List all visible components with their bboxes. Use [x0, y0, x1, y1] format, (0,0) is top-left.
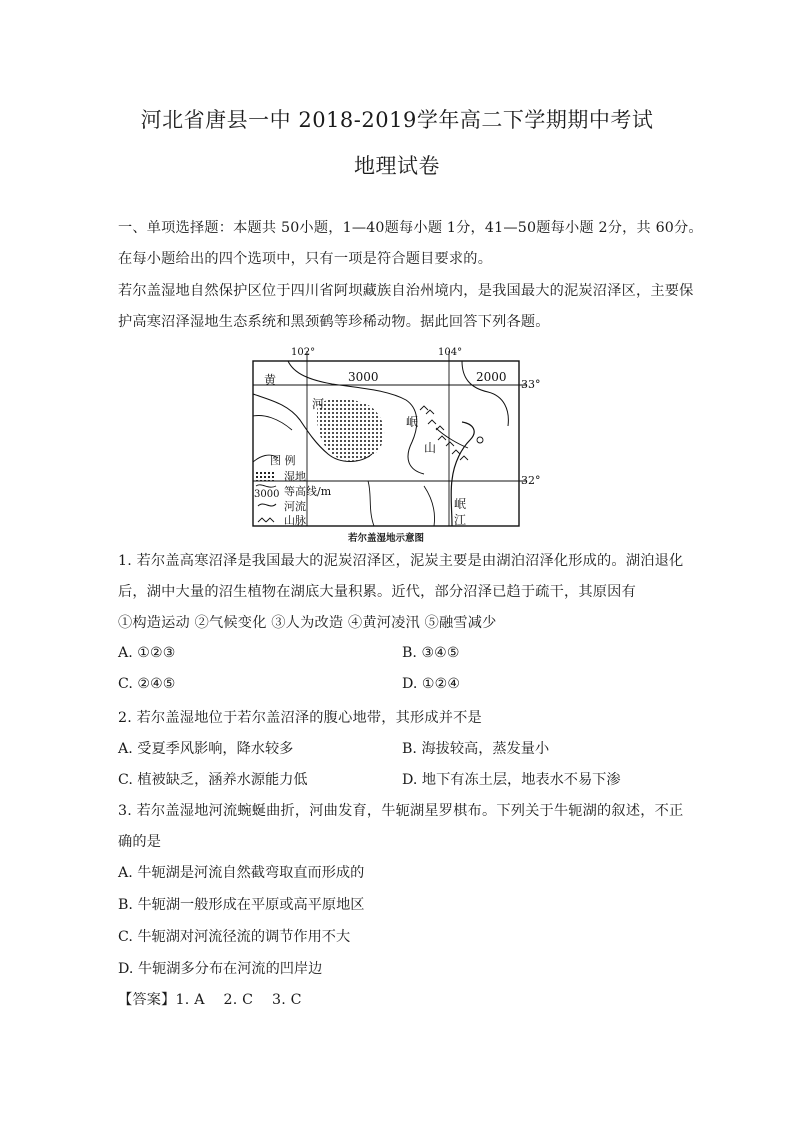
q1-option-d[interactable]: D. ①②④ [402, 676, 461, 692]
q1-option-c[interactable]: C. ②④⑤ [118, 676, 176, 692]
q1-option-b[interactable]: B. ③④⑤ [402, 645, 460, 661]
wetland-area [317, 399, 384, 461]
river-south [368, 481, 374, 526]
minjiang-label-2: 江 [454, 513, 467, 527]
legend-river-swatch [258, 504, 276, 506]
contour-3000-label: 3000 [348, 370, 379, 384]
legend-contour-value: 3000 [254, 489, 280, 500]
q2-option-c[interactable]: C. 植被缺乏，涵养水源能力低 [118, 772, 308, 788]
zoige-wetland-map [248, 344, 541, 534]
he-label: 河 [312, 397, 325, 411]
legend-wetland-label: 湿地 [284, 470, 306, 483]
legend-mountain-label: 山脉 [284, 514, 306, 527]
legend-river-label: 河流 [284, 500, 306, 513]
legend-mountain-swatch [258, 518, 274, 522]
q3-stem-line-2: 确的是 [118, 834, 162, 850]
section-intro-line-1: 一、单项选择题：本题共 50小题，1—40题每小题 1分，41—50题每小题 2分，共 60分。 [118, 220, 703, 236]
contour-2000-label: 2000 [476, 370, 507, 384]
map-caption: 若尔盖湿地示意图 [347, 533, 424, 544]
min-mountain-label-2: 山 [424, 441, 437, 455]
q3-option-d[interactable]: D. 牛轭湖多分布在河流的凹岸边 [118, 961, 323, 977]
q1-option-a[interactable]: A. ①②③ [118, 645, 176, 661]
q1-stem-line-3: ①构造运动 ②气候变化 ③人为改造 ④黄河凌汛 ⑤融雪减少 [118, 615, 497, 631]
min-tributary [436, 428, 468, 448]
document-title: 河北省唐县一中 2018-2019学年高二下学期期中考试 [140, 108, 654, 132]
lon-102-label: 102° [291, 347, 316, 358]
river-south-east [424, 486, 435, 526]
q3-option-c[interactable]: C. 牛轭湖对河流径流的调节作用不大 [118, 929, 351, 945]
q3-option-b[interactable]: B. 牛轭湖一般形成在平原或高平原地区 [118, 897, 365, 913]
huang-label: 黄 [264, 373, 277, 387]
passage-line-1: 若尔盖湿地自然保护区位于四川省阿坝藏族自治州境内，是我国最大的泥炭沼泽区，主要保 [118, 283, 694, 299]
q2-option-b[interactable]: B. 海拔较高，蒸发量小 [402, 741, 550, 757]
lat-33-label-visible: 33° [521, 378, 541, 391]
q3-stem-line-1: 3. 若尔盖湿地河流蜿蜒曲折，河曲发育，牛轭湖星罗棋布。下列关于牛轭湖的叙述，不正 [118, 803, 684, 819]
answer-line: 【答案】1. A 2. C 3. C [118, 992, 302, 1008]
passage-line-2: 护高寒沼泽湿地生态系统和黑颈鹤等珍稀动物。据此回答下列各题。 [118, 314, 550, 330]
lat-32-label: 32° [521, 474, 541, 487]
legend-wetland-swatch [256, 470, 274, 481]
tributary [253, 416, 292, 430]
minjiang-label-1: 岷 [454, 497, 467, 511]
legend-title: 图 例 [270, 454, 296, 467]
map-legend [254, 453, 332, 527]
lon-104-label: 104° [438, 347, 463, 358]
document-subtitle: 地理试卷 [354, 154, 440, 178]
q2-option-a[interactable]: A. 受夏季风影响，降水较多 [118, 741, 294, 757]
q3-option-a[interactable]: A. 牛轭湖是河流自然截弯取直而形成的 [118, 865, 365, 881]
q2-stem-line-1: 2. 若尔盖湿地位于若尔盖沼泽的腹心地带，其形成并不是 [118, 710, 482, 726]
min-mountain-label-1: 岷 [406, 415, 419, 429]
q1-stem-line-1: 1. 若尔盖高寒沼泽是我国最大的泥炭沼泽区，泥炭主要是由湖泊沼泽化形成的。湖泊退化 [118, 553, 684, 569]
q1-stem-line-2: 后，湖中大量的沼生植物在湖底大量积累。近代，部分沼泽已趋于疏干，其原因有 [118, 584, 636, 600]
q2-option-d[interactable]: D. 地下有冻土层，地表水不易下渗 [402, 772, 621, 788]
legend-contour-label: 等高线/m [284, 485, 332, 498]
lake-marker [477, 437, 483, 443]
section-intro-line-2: 在每小题给出的四个选项中，只有一项是符合题目要求的。 [118, 251, 493, 267]
legend-contour-swatch [256, 485, 276, 487]
